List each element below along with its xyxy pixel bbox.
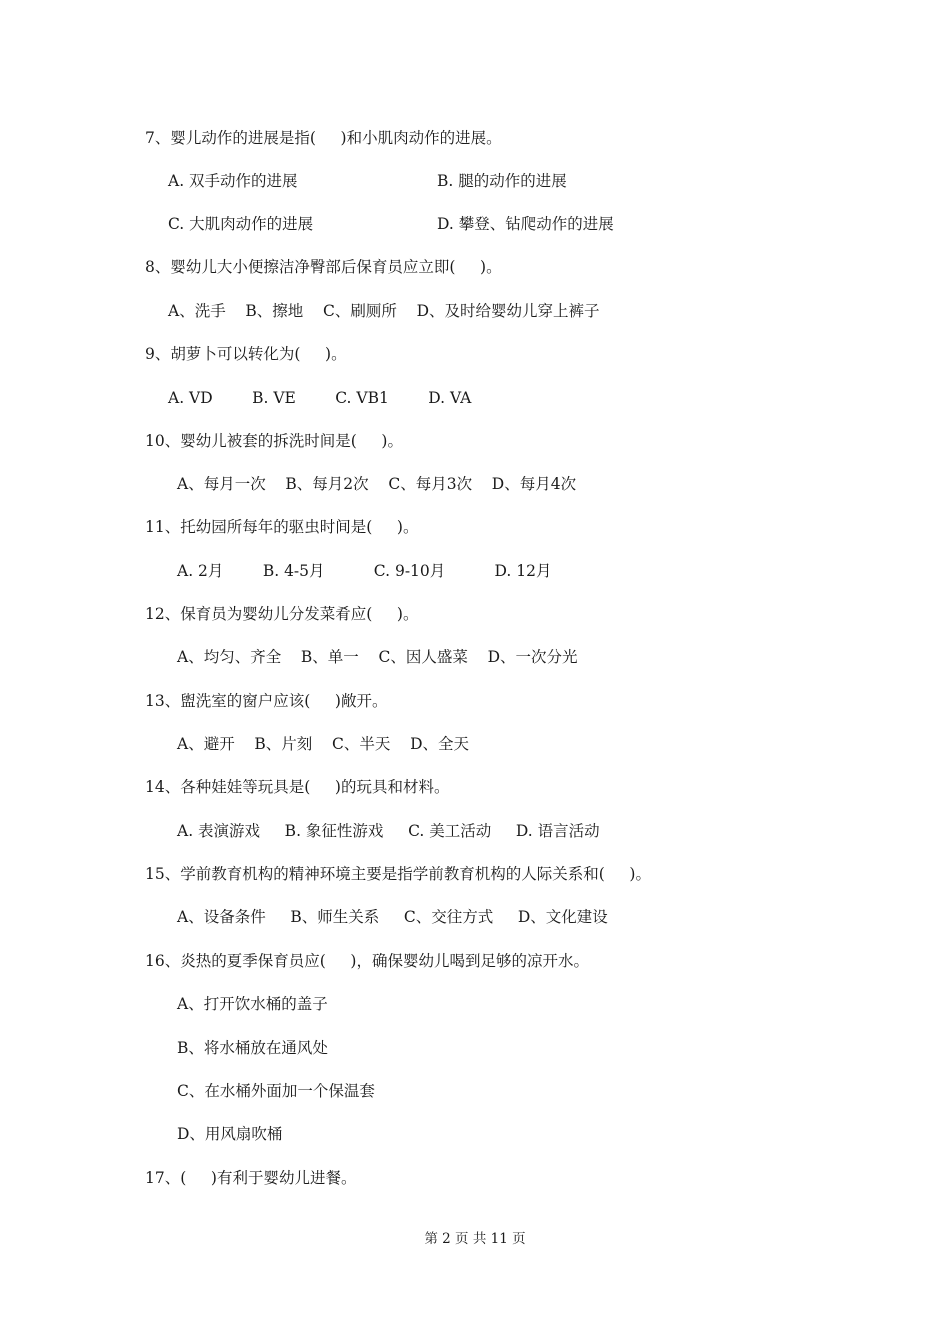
question-16: 16、炎热的夏季保育员应( )，确保婴幼儿喝到足够的凉开水。 [145,952,589,970]
question-11: 11、托幼园所每年的驱虫时间是( )。 [145,518,419,536]
question-14: 14、各种娃娃等玩具是( )的玩具和材料。 [145,778,450,796]
question-14-options: A. 表演游戏 B. 象征性游戏 C. 美工活动 D. 语言活动 [177,822,600,840]
page-footer: 第 2 页 共 11 页 [424,1231,526,1247]
question-8: 8、婴幼儿大小便擦洁净臀部后保育员应立即( )。 [145,258,502,276]
question-15-options: A、设备条件 B、师生关系 C、交往方式 D、文化建设 [177,908,608,926]
question-15: 15、学前教育机构的精神环境主要是指学前教育机构的人际关系和( )。 [145,865,651,883]
question-8-options: A、洗手 B、擦地 C、刷厕所 D、及时给婴幼儿穿上裤子 [168,302,600,320]
question-16-option-a: A、打开饮水桶的盖子 [177,995,328,1013]
question-7-option-b: B. 腿的动作的进展 [437,172,567,190]
question-7-option-c: C. 大肌肉动作的进展 [168,215,314,233]
question-17: 17、( )有利于婴幼儿进餐。 [145,1169,357,1187]
question-10-options: A、每月一次 B、每月2次 C、每月3次 D、每月4次 [177,475,577,493]
question-10: 10、婴幼儿被套的拆洗时间是( )。 [145,432,403,450]
question-11-options: A. 2月 B. 4-5月 C. 9-10月 D. 12月 [177,562,552,580]
question-9-options: A. VD B. VE C. VB1 D. VA [168,389,472,407]
question-7-option-d: D. 攀登、钻爬动作的进展 [437,215,614,233]
question-13-options: A、避开 B、片刻 C、半天 D、全天 [177,735,469,753]
question-12: 12、保育员为婴幼儿分发菜肴应( )。 [145,605,419,623]
question-9: 9、胡萝卜可以转化为( )。 [145,345,347,363]
question-13: 13、盥洗室的窗户应该( )敞开。 [145,692,388,710]
question-16-option-c: C、在水桶外面加一个保温套 [177,1082,375,1100]
question-16-option-b: B、将水桶放在通风处 [177,1039,328,1057]
question-16-option-d: D、用风扇吹桶 [177,1125,283,1143]
question-7-option-a: A. 双手动作的进展 [168,172,298,190]
question-7: 7、婴儿动作的进展是指( )和小肌肉动作的进展。 [145,129,502,147]
question-12-options: A、均匀、齐全 B、单一 C、因人盛菜 D、一次分光 [177,648,578,666]
